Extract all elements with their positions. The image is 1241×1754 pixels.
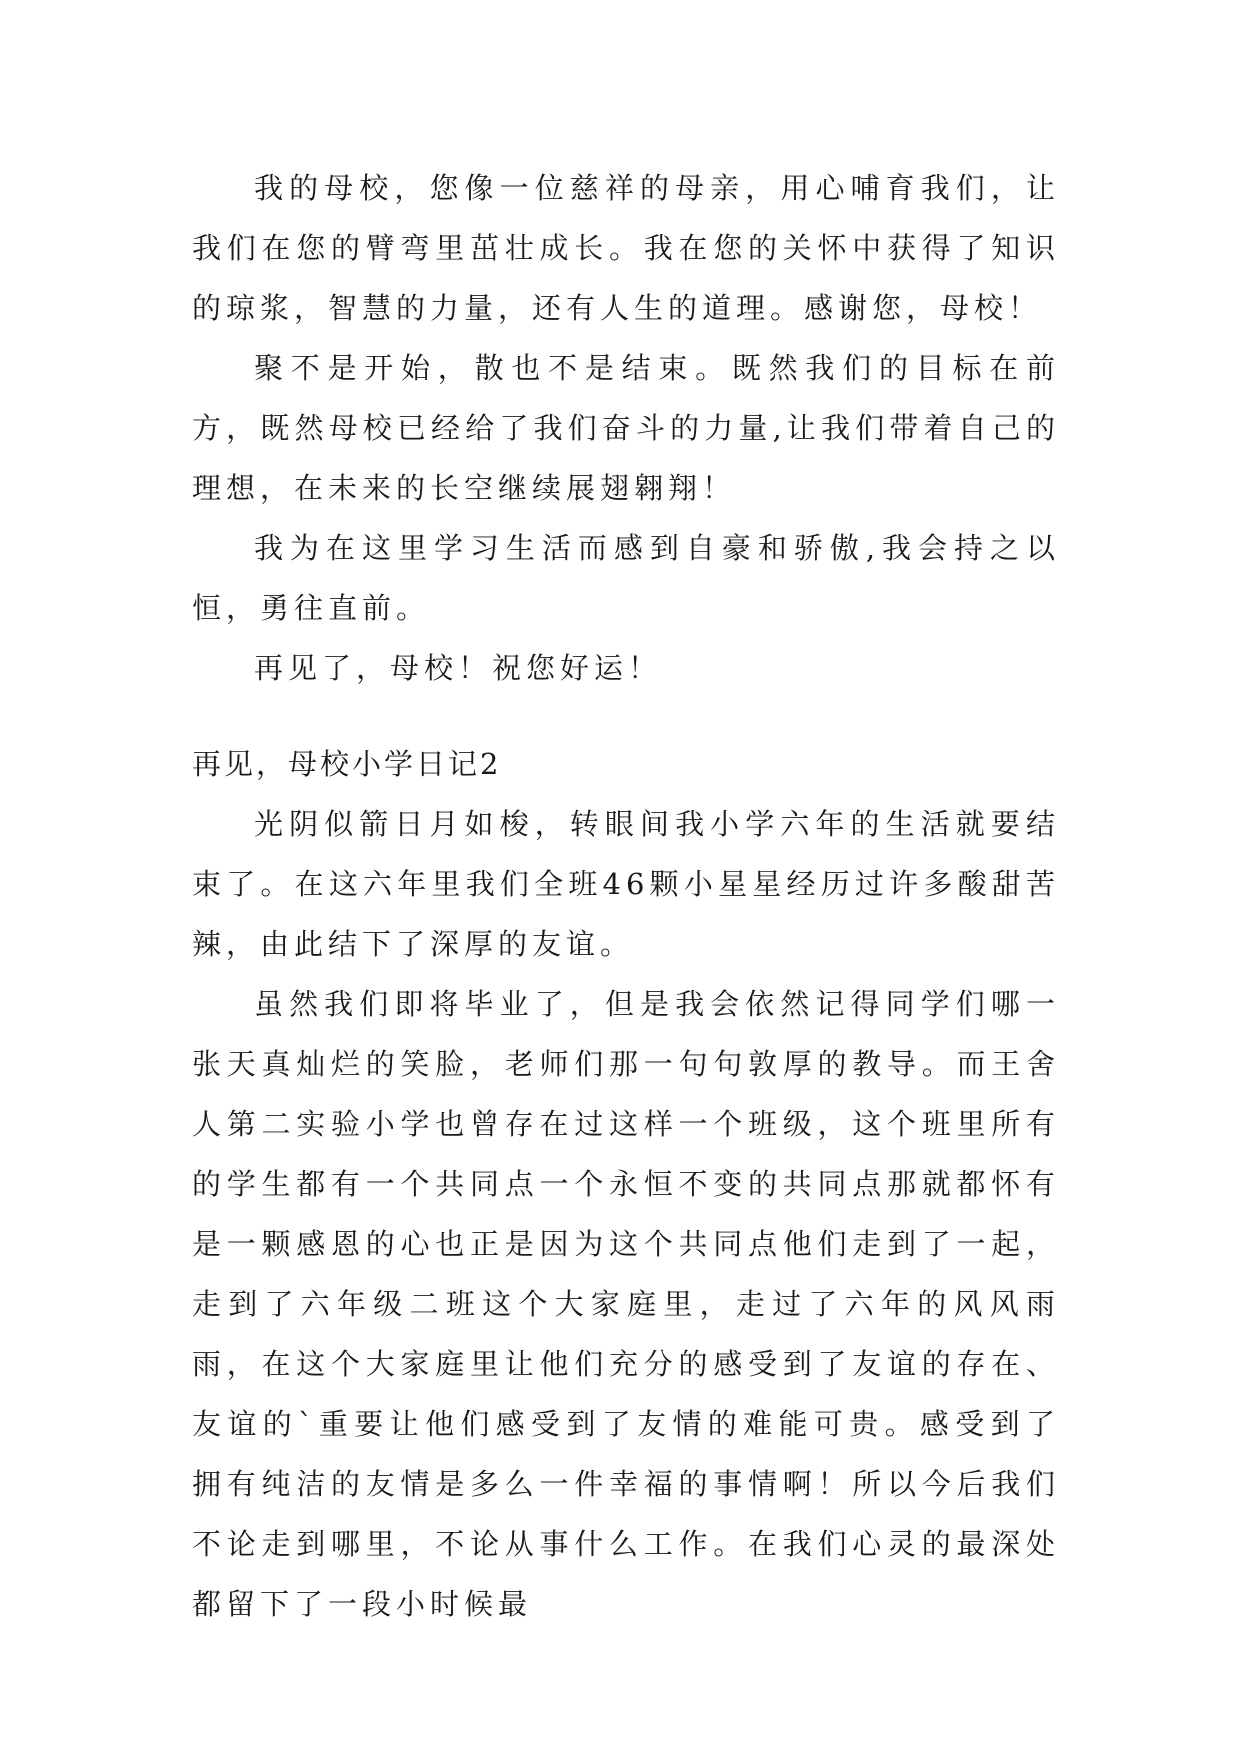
paragraph-proud: 我为在这里学习生活而感到自豪和骄傲,我会持之以恒，勇往直前。 bbox=[192, 531, 1060, 625]
paragraph-six-years: 光阴似箭日月如梭，转眼间我小学六年的生活就要结束了。在这六年里我们全班46颗小星星经历过许多酸甜苦辣，由此结下了深厚的友谊。 bbox=[192, 807, 1060, 961]
section-title-diary-2: 再见，母校小学日记2 bbox=[192, 747, 502, 781]
paragraph-friendship: 虽然我们即将毕业了，但是我会依然记得同学们哪一张天真灿烂的笑脸，老师们那一句句敦厚的教导。而王舍人第二实验小学也曾存在过这样一个班级，这个班里所有的学生都有一个共同点一个永恒不变的共同点那就都怀有是一颗感恩的心也正是因为这个共同点他们走到了一起，走到了六年级二班这个大家庭里，走过了六年的风风雨雨，在这个大家庭里让他们充分的感受到了友谊的存在、友谊的`重要让他们感受到了友情的难能可贵。感受到了拥有纯洁的友情是多么一件幸福的事情啊！所以今后我们不论走到哪里，不论从事什么工作。在我们心灵的最深处都留下了一段小时候最 bbox=[192, 987, 1060, 1621]
paragraph-farewell: 再见了，母校！祝您好运！ bbox=[254, 651, 663, 685]
paragraph-not-the-end: 聚不是开始，散也不是结束。既然我们的目标在前方，既然母校已经给了我们奋斗的力量,让我们带着自己的理想，在未来的长空继续展翅翱翔！ bbox=[192, 351, 1060, 505]
paragraph-alma-mater-gratitude: 我的母校，您像一位慈祥的母亲，用心哺育我们，让我们在您的臂弯里茁壮成长。我在您的关怀中获得了知识的琼浆，智慧的力量，还有人生的道理。感谢您，母校！ bbox=[192, 171, 1060, 325]
document-body bbox=[192, 158, 1060, 1634]
